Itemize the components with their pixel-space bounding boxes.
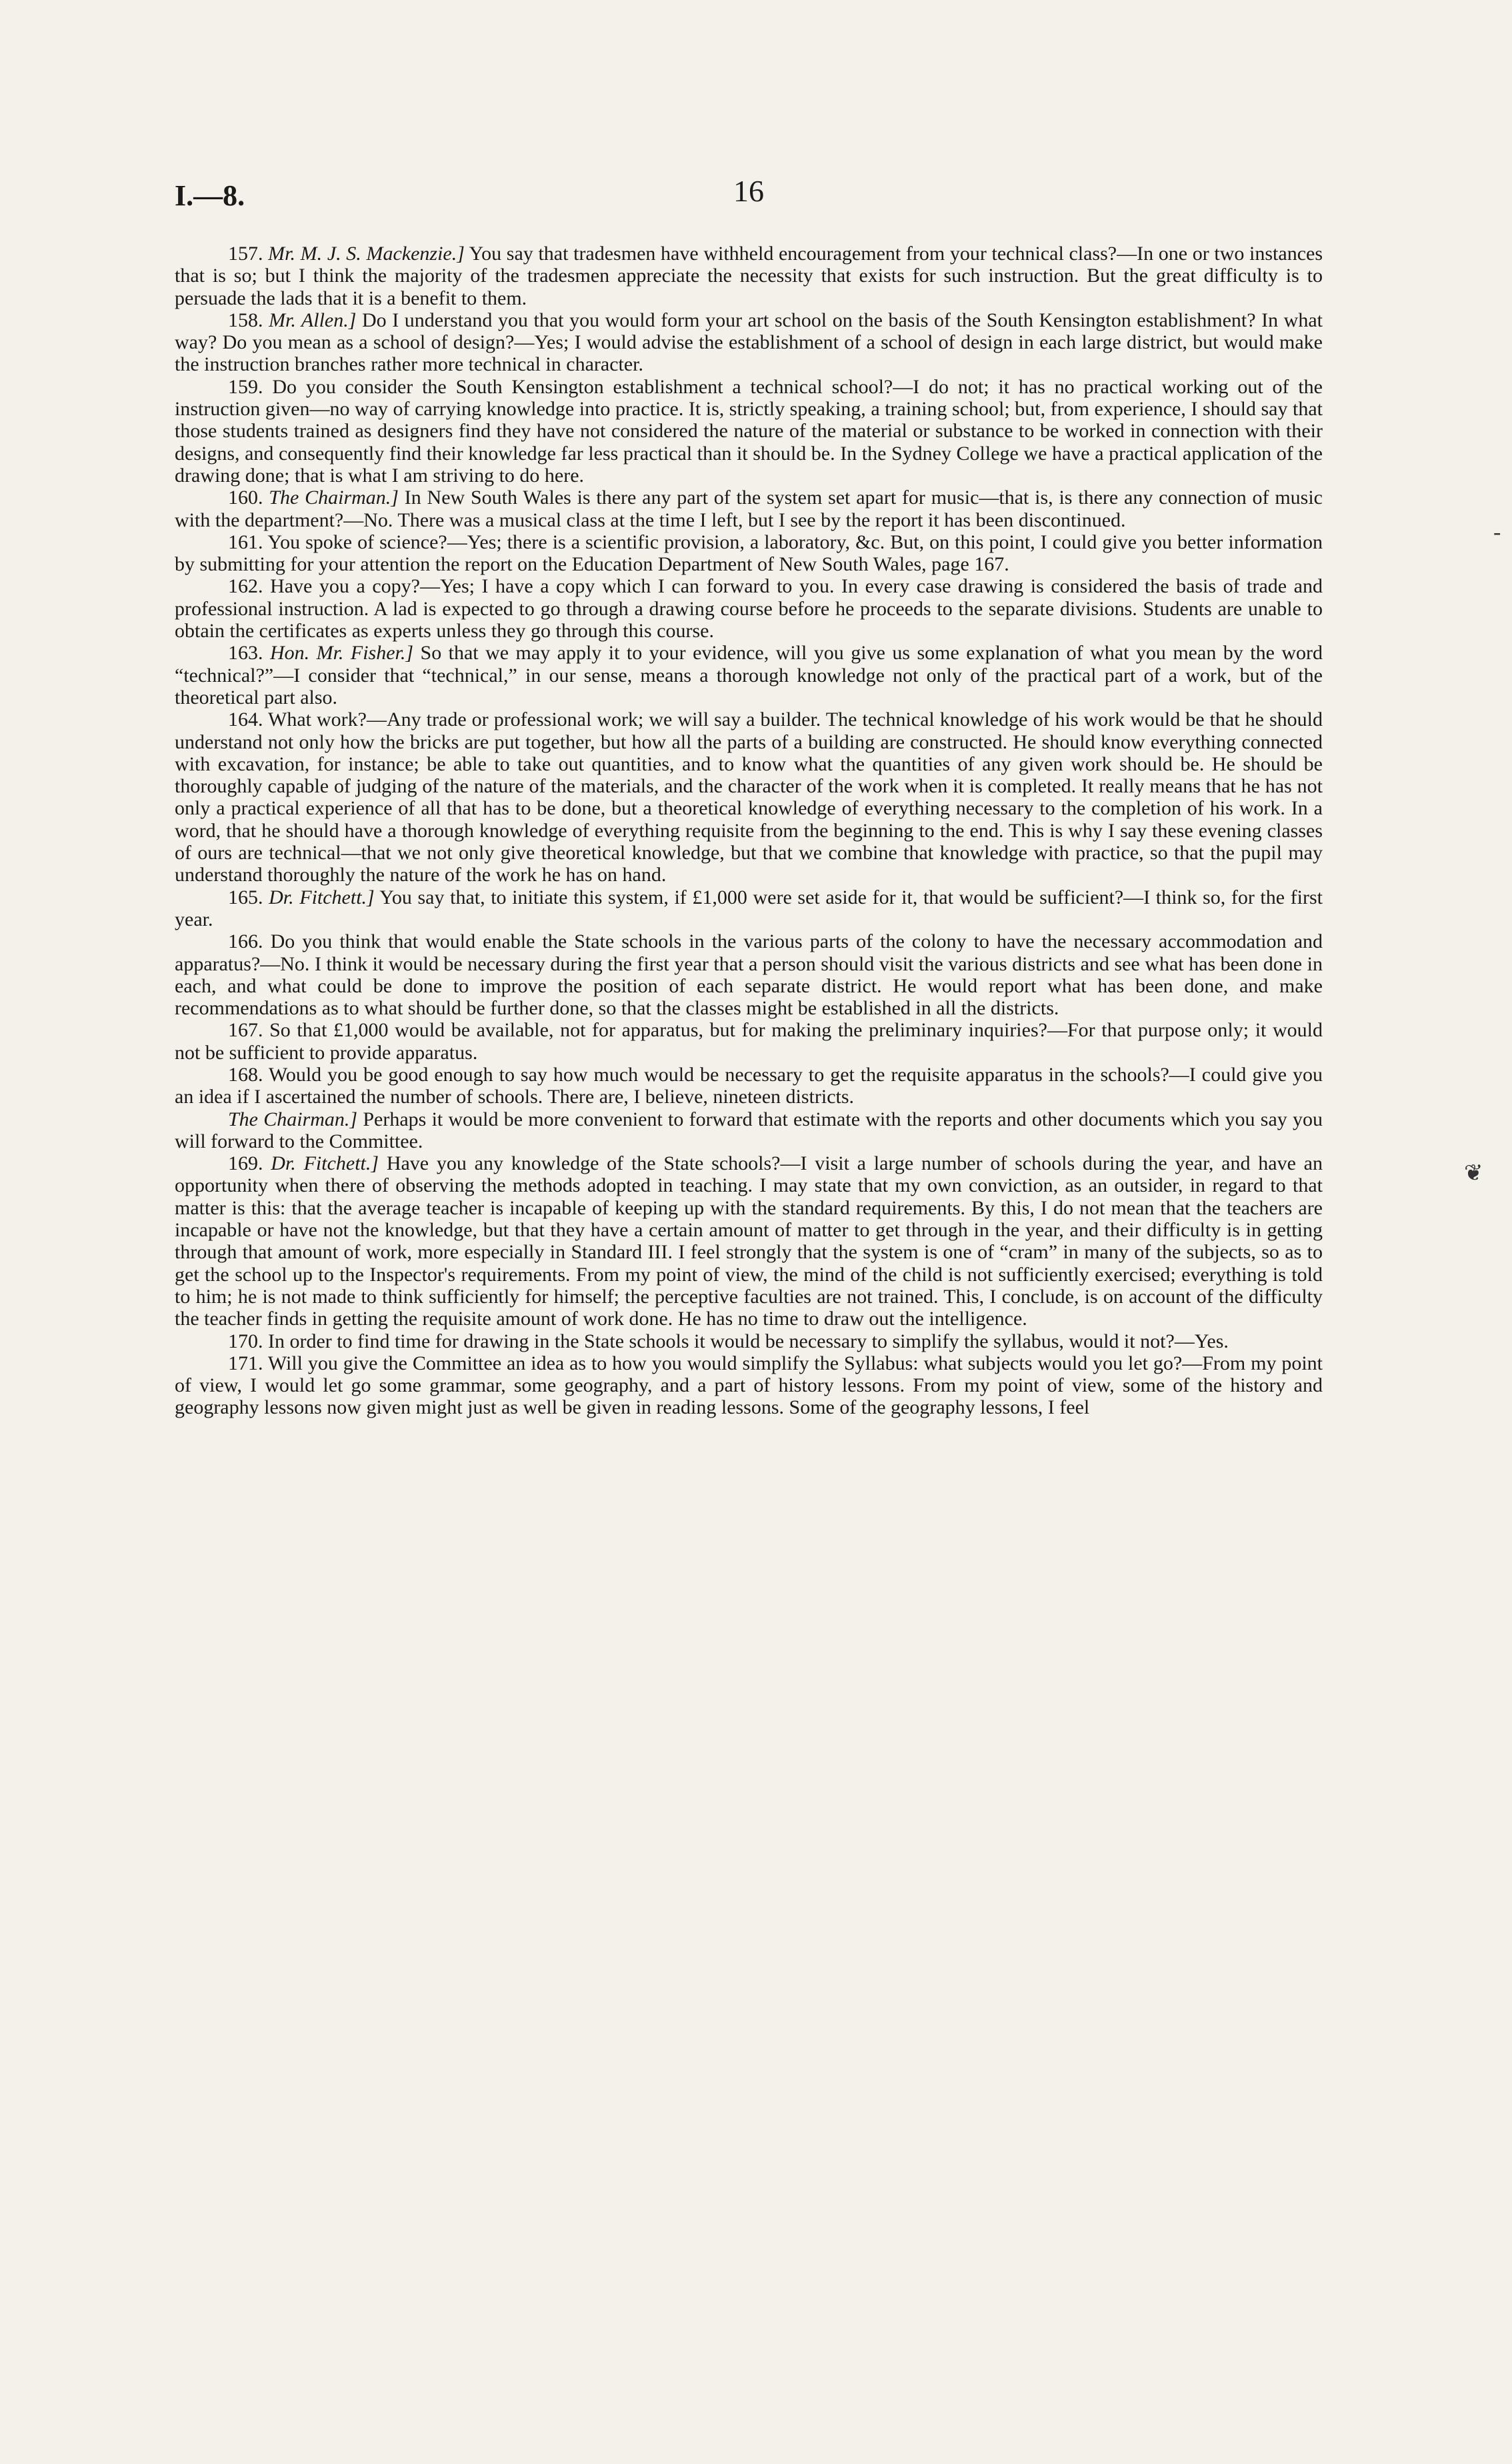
document-code: I.—8. [175,179,245,212]
para-text: So that £1,000 would be available, not for apparatus, but for making the preliminary inquiries?—For that purpose only; it would not be sufficient to provide apparatus. [175,1019,1323,1064]
speaker-name: Mr. M. J. S. Mackenzie.] [268,243,465,265]
paragraph-171 [175,1352,1323,1419]
para-text: In order to find time for drawing in the State schools it would be necessary to simplify the syllabus, would it not?—Yes. [268,1330,1229,1352]
para-text: Would you be good enough to say how much would be necessary to get the requisite apparatus in the schools?—I could give you an idea if I ascertained the number of schools. There are, I believe, nineteen districts. [175,1063,1323,1108]
para-text: You spoke of science?—Yes; there is a scientific provision, a laboratory, &c. But, on this point, I could give you better information by submitting for your attention the report on the Education Department of New South Wales, page 167. [175,531,1323,576]
para-text: What work?—Any trade or professional work; we will say a builder. The technical knowledge of his work would be that he should understand not only how the bricks are put together, but how all the parts of a building are constructed. He should know everything connected with excavation, for instance; be able to take out quantities, and to know what the quantities of any given work should be. He should be thoroughly capable of judging of the nature of the materials, and the character of the work when it is completed. It really means that he has not only a practical experience of all that has to be done, but a theoretical knowledge of everything necessary to the completion of his work. In a word, that he should have a thorough knowledge of everything requisite from the beginning to the end. This is why I say these evening classes of ours are technical—that we not only give theoretical knowledge, but that we combine that knowledge with practice, so that the pupil may understand thoroughly the nature of the work he has on hand. [175,708,1323,886]
testimony-body [175,243,1323,1419]
para-number: 170. [228,1330,263,1352]
speaker-name: Dr. Fitchett.] [271,1152,379,1175]
paragraph-167 [175,1019,1323,1064]
page-header [175,173,1323,213]
paragraph-159 [175,376,1323,487]
para-number: 161. [228,531,263,553]
para-number: 169. [228,1152,263,1175]
paragraph-165 [175,886,1323,931]
paragraph-160 [175,487,1323,531]
para-text: So that we may apply it to your evidence, will you give us some explanation of what you mean by the word “technical?”—I consider that “technical,” in our sense, means a thorough knowledge not only of the practical part of a work, but of the theoretical part also. [175,642,1323,708]
paragraph-157 [175,243,1323,309]
para-number: 171. [228,1352,263,1374]
margin-mark-ornament: ❦ [1464,1161,1483,1186]
paragraph-168 [175,1064,1323,1108]
speaker-name: Hon. Mr. Fisher.] [269,642,414,664]
document-page [175,173,1323,1419]
para-number: 163. [228,642,263,664]
paragraph-158 [175,309,1323,376]
para-text: Have you any knowledge of the State schools?—I visit a large number of schools during the year, and have an opportunity when there of observing the methods adopted in teaching. I may state that my own conviction, as an outsider, in regard to that matter is this: that the average teacher is incapable of keeping up with the standard requirements. By this, I do not mean that the teachers are incapable or have not the knowledge, but that they have a certain amount of matter to get through in the year, and their difficulty is in getting through that amount of work, more especially in Standard III. I feel strongly that the system is one of “cram” in many of the subjects, so as to get the school up to the Inspector's requirements. From my point of view, the mind of the child is not sufficiently exercised; everything is told to him; he is not made to think sufficiently for himself; the perceptive faculties are not trained. This, I conclude, is on account of the difficulty the teacher finds in getting the requisite amount of work done. He has no time to draw out the intelligence. [175,1152,1323,1330]
paragraph-161 [175,531,1323,576]
para-text: Do I understand you that you would form your art school on the basis of the South Kensington establishment? In what way? Do you mean as a school of design?—Yes; I would advise the establishment of a school of design in each large district, but would make the instruction branches rather more technical in character. [175,309,1323,376]
para-number: 157. [228,243,263,265]
para-text: Have you a copy?—Yes; I have a copy which I can forward to you. In every case drawing is considered the basis of trade and professional instruction. A lad is expected to go through a drawing course before he proceeds to the separate divisions. Students are unable to obtain the certificates as experts unless they go through this course. [175,575,1323,642]
para-number: 160. [228,487,263,509]
paragraph-170 [175,1330,1323,1352]
para-number: 166. [228,930,263,953]
speaker-name: The Chairman.] [269,487,399,509]
para-number: 158. [228,309,263,331]
paragraph-162 [175,575,1323,642]
para-text: In New South Wales is there any part of the system set apart for music—that is, is there any connection of music with the department?—No. There was a musical class at the time I left, but I see by the report it has been discontinued. [175,487,1323,531]
margin-mark-dash: - [1493,520,1501,545]
speaker-name: The Chairman.] [228,1108,358,1130]
paragraph-chairman-note [175,1108,1323,1153]
para-text: Do you think that would enable the State schools in the various parts of the colony to have the necessary accommodation and apparatus?—No. I think it would be necessary during the first year that a person should visit the various districts and see what has been done in each, and what could be done to improve the position of each separate district. He would report what has been done, and make recommendations as to what should be further done, so that the classes might be established in all the districts. [175,930,1323,1020]
para-text: You say that tradesmen have withheld encouragement from your technical class?—In one or two instances that is so; but I think the majority of the tradesmen appreciate the necessity that exists for such instruction. But the great difficulty is to persuade the lads that it is a benefit to them. [175,243,1323,309]
para-number: 165. [228,886,263,908]
paragraph-164 [175,708,1323,886]
paragraph-169 [175,1152,1323,1330]
para-text: Perhaps it would be more convenient to forward that estimate with the reports and other documents which you say you will forward to the Committee. [175,1108,1323,1152]
speaker-name: Mr. Allen.] [269,309,357,331]
speaker-name: Dr. Fitchett.] [269,886,375,908]
para-text: Will you give the Committee an idea as to how you would simplify the Syllabus: what subjects would you let go?—From my point of view, I would let go some grammar, some geography, and a part of history lessons. From my point of view, some of the history and geography lessons now given might just as well be given in reading lessons. Some of the geography lessons, I feel [175,1352,1323,1419]
paragraph-163 [175,642,1323,708]
paragraph-166 [175,930,1323,1019]
para-text: You say that, to initiate this system, if £1,000 were set aside for it, that would be sufficient?—I think so, for the first year. [175,886,1323,930]
para-text: Do you consider the South Kensington establishment a technical school?—I do not; it has no practical working out of the instruction given—no way of carrying knowledge into practice. It is, strictly speaking, a training school; but, from experience, I should say that those students trained as designers find they have not considered the nature of the material or substance to be worked in connection with their designs, and consequently find their knowledge far less practical than it should be. In the Sydney College we have a practical application of the drawing done; that is what I am striving to do here. [175,375,1323,487]
para-number: 162. [228,575,263,598]
para-number: 167. [228,1019,263,1042]
page-number: 16 [733,174,764,208]
para-number: 159. [228,375,263,398]
para-number: 168. [228,1063,263,1086]
para-number: 164. [228,708,263,731]
